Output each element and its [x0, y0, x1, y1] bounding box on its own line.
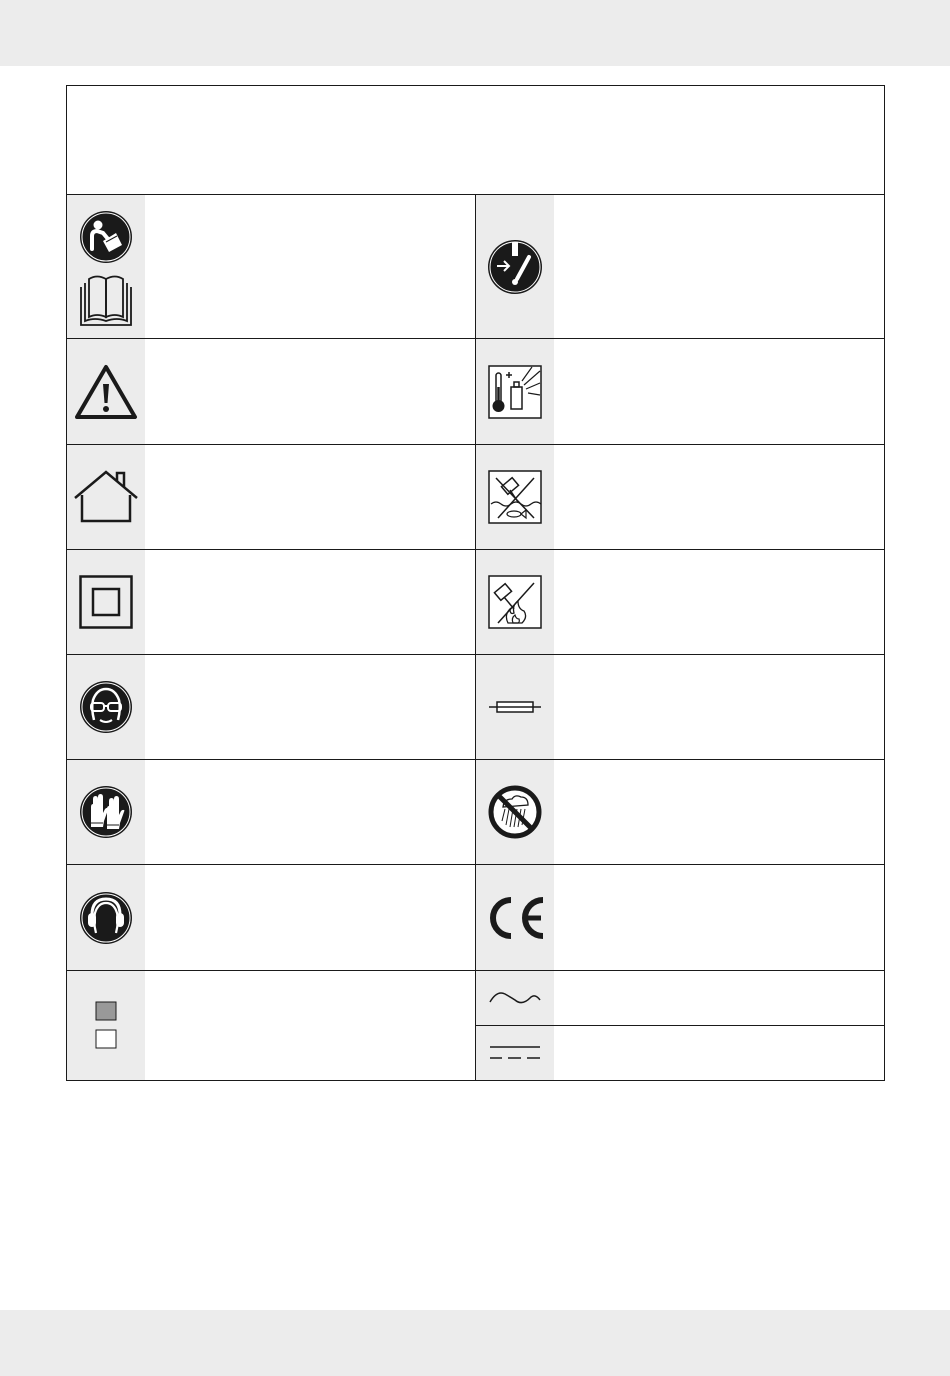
- table-row: [67, 550, 884, 655]
- heat-sunlight-icon: [488, 365, 542, 419]
- color-legend-icon: [95, 1001, 117, 1051]
- indoor-use-icon: [73, 469, 139, 525]
- icon-column: [476, 1026, 554, 1080]
- table-cell: [476, 339, 884, 444]
- description-column: [145, 655, 475, 759]
- direct-current-icon: [488, 1044, 542, 1062]
- alternating-current-icon: [488, 988, 542, 1008]
- description-column: [145, 550, 475, 654]
- icon-column: [476, 445, 554, 549]
- table-header-cell: [67, 86, 884, 195]
- top-margin-band: [0, 0, 950, 66]
- symbol-table: [66, 85, 885, 1081]
- table-cell: [476, 195, 884, 338]
- no-rain-icon: [488, 785, 542, 839]
- icon-column: [67, 865, 145, 970]
- table-row: [67, 865, 884, 971]
- table-cell: [67, 865, 475, 970]
- description-column: [145, 339, 475, 444]
- description-column: [554, 971, 884, 1025]
- table-cell: [67, 550, 475, 654]
- table-cell: [67, 971, 475, 1080]
- description-column: [554, 655, 884, 759]
- description-column: [554, 1026, 884, 1080]
- sub-row: [476, 1026, 884, 1080]
- icon-column: [476, 655, 554, 759]
- icon-column: [67, 339, 145, 444]
- disconnect-plug-icon: [487, 239, 543, 295]
- description-column: [145, 195, 475, 338]
- description-column: [145, 865, 475, 970]
- description-column: [145, 760, 475, 864]
- icon-column: [67, 971, 145, 1080]
- ce-mark-icon: [483, 895, 547, 941]
- icon-column: [476, 550, 554, 654]
- description-column: [554, 195, 884, 338]
- table-cell: [67, 445, 475, 549]
- description-column: [554, 445, 884, 549]
- table-cell: [476, 655, 884, 759]
- table-cell: [476, 445, 884, 549]
- table-cell: [476, 760, 884, 864]
- protection-class-ii-icon: [79, 575, 133, 629]
- table-cell: [476, 550, 884, 654]
- description-column: [145, 971, 475, 1080]
- eye-protection-icon: [79, 680, 133, 734]
- description-column: [554, 760, 884, 864]
- table-cell: [476, 865, 884, 970]
- description-column: [145, 445, 475, 549]
- icon-column: [476, 865, 554, 970]
- warning-triangle-icon: [74, 364, 138, 420]
- icon-column: [67, 655, 145, 759]
- table-cell: [67, 655, 475, 759]
- table-cell: [67, 195, 475, 338]
- no-water-disposal-icon: [488, 470, 542, 524]
- icon-column: [67, 445, 145, 549]
- icon-column: [67, 760, 145, 864]
- table-row: [67, 655, 884, 760]
- table-cell: [67, 760, 475, 864]
- table-cell: [67, 339, 475, 444]
- table-row: [67, 339, 884, 445]
- table-row: [67, 195, 884, 339]
- no-fire-disposal-icon: [488, 575, 542, 629]
- description-column: [554, 339, 884, 444]
- table-row: [67, 760, 884, 865]
- icon-column: [67, 550, 145, 654]
- icon-column: [476, 760, 554, 864]
- icon-column: [476, 195, 554, 338]
- icon-column: [476, 339, 554, 444]
- fuse-icon: [487, 697, 543, 717]
- icon-column: [476, 971, 554, 1025]
- read-instructions-icon: [77, 203, 135, 331]
- protective-gloves-icon: [79, 785, 133, 839]
- table-row: [67, 971, 884, 1080]
- table-row: [67, 445, 884, 550]
- ear-protection-icon: [79, 891, 133, 945]
- sub-row: [476, 971, 884, 1026]
- bottom-margin-band: [0, 1310, 950, 1376]
- description-column: [554, 550, 884, 654]
- table-cell: [476, 971, 884, 1080]
- icon-column: [67, 195, 145, 338]
- description-column: [554, 865, 884, 970]
